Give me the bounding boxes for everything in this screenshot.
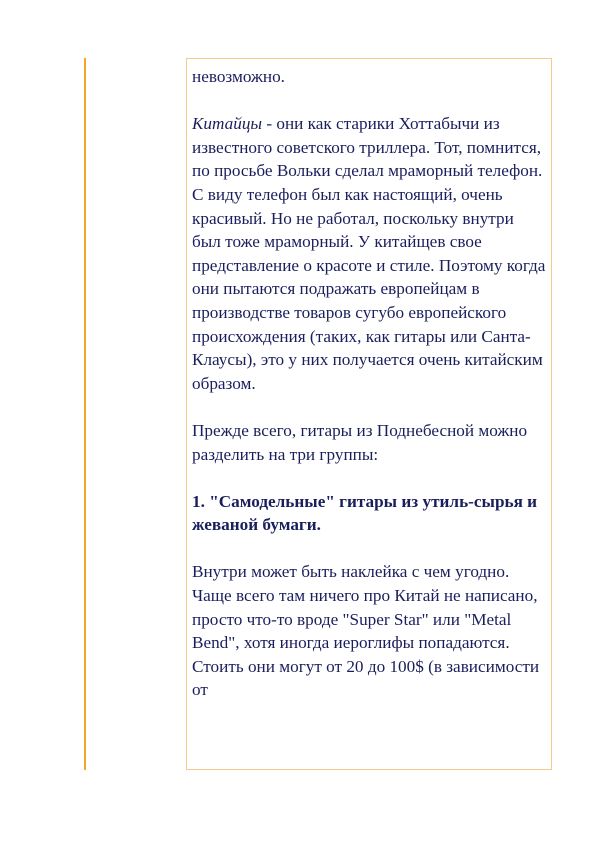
paragraph-groups-text: Прежде всего, гитары из Поднебесной можно разделить на три группы: — [192, 420, 528, 464]
italic-term: Китайцы — [192, 114, 263, 134]
paragraph-continuation — [192, 65, 546, 89]
text-frame — [186, 58, 552, 770]
paragraph-label-text: Внутри может быть наклейка с чем угодно. Чаще всего там ничего про Китай не написано, просто что-то вроде "Super Star" или "Metal Bend", хотя иногда иероглифы попадаются. Стоить они могут от 20 до 100$ (в зависимости от — [192, 562, 540, 700]
paragraph-groups — [192, 419, 546, 466]
paragraph-chinese-text: - они как старики Хоттабычи из известного советского триллера. Тот, помнится, по просьбе Вольки сделал мраморный телефон. С виду телефон был как настоящий, очень красивый. Но не работал, поскольку внутри был тоже мраморный. У китайщев свое представление о красоте и стиле. Поэтому когда они пытаются подражать европейцам в производстве товаров сугубо европейского происхождения (таких, как гитары или Санта-Клаусы), это у них получается очень китайским образом. — [192, 114, 546, 393]
section-heading — [192, 490, 546, 537]
paragraph-label — [192, 560, 546, 702]
paragraph-chinese — [192, 112, 546, 395]
continuation-text: невозможно. — [192, 67, 285, 86]
section-heading-text: 1. "Самодельные" гитары из утиль-сырья и жеваной бумаги. — [192, 491, 538, 535]
margin-rule — [84, 58, 86, 770]
